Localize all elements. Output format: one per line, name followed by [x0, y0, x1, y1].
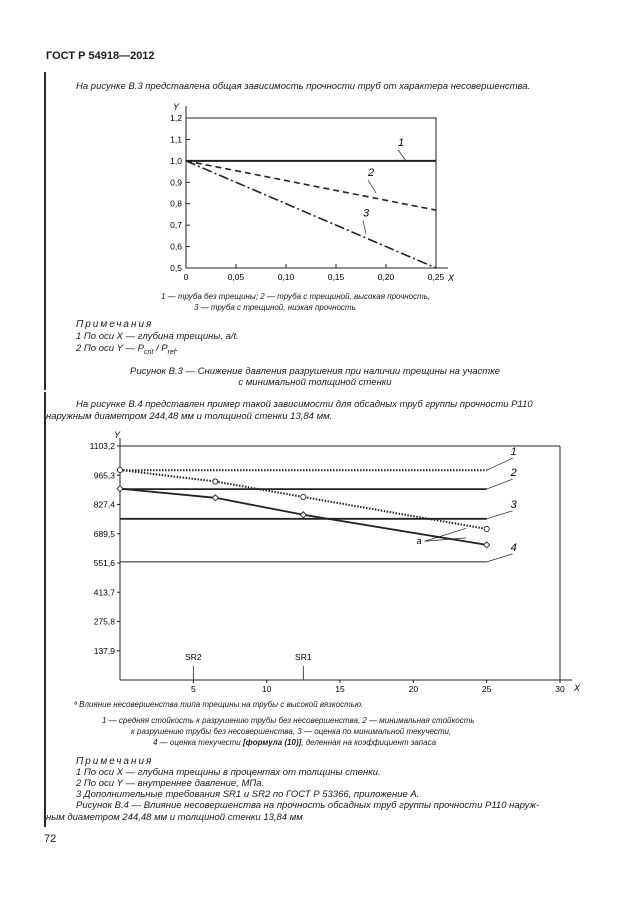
- document-header: ГОСТ Р 54918—2012: [46, 50, 155, 62]
- fig4-series-label-3: 3: [510, 498, 517, 511]
- fig4-marker-diamond: [300, 512, 306, 518]
- fig3-note2: 2 По оси Y — $P_{crit} / P_{ref}$.: [76, 343, 179, 356]
- fig4-y-tick-label: 551,6: [93, 558, 115, 568]
- fig4-marker-circle: [117, 467, 122, 472]
- fig4-note1: 1 По оси X — глубина трещины в процентах от толщины стенки.: [76, 767, 381, 778]
- fig3-x-tick-label: 0: [183, 272, 189, 282]
- fig3-series-line-2: [186, 161, 436, 210]
- fig4-caption-line1: Рисунок В.4 — Влияние несовершенства на прочность обсадных труб группы прочности Р110 наруж-: [76, 800, 540, 811]
- intro-text-fig4-line1: На рисунке В.4 представлен пример такой зависимости для обсадных труб группы прочности Р110: [76, 399, 533, 410]
- fig4-sr1-label: SR1: [295, 652, 312, 662]
- fig3-y-tick-label: 0,5: [170, 263, 182, 273]
- fig4-marker-circle: [213, 479, 218, 484]
- chart-fig3: [150, 96, 480, 292]
- fig3-notes-title: Примечания: [76, 319, 154, 330]
- fig3-series-line-3: [186, 161, 436, 268]
- fig3-series-label-3: 3: [363, 207, 370, 220]
- fig3-legend-line2: 3 — труба с трещиной, низкая прочность: [194, 303, 356, 312]
- fig4-marker-circle: [301, 494, 306, 499]
- change-bar-top: [44, 72, 46, 390]
- fig4-legend-line3: 4 — оценка текучести [формула (10)], деленная на коэффициент запаса: [153, 738, 437, 747]
- fig4-x-tick-label: 5: [190, 684, 196, 694]
- fig3-legend-line1: 1 — труба без трещины; 2 — труба с трещиной, высокая прочность,: [161, 292, 431, 301]
- fig3-caption-line1: Рисунок В.3 — Снижение давления разрушения при наличии трещины на участке: [130, 366, 500, 377]
- fig3-y-tick-label: 0,6: [170, 241, 182, 252]
- fig4-leader-2: [487, 479, 513, 489]
- fig4-footnote: ª Влияние несовершенства типа трещины на трубы с высокой вязкостью.: [74, 700, 364, 709]
- fig4-leader-1: [487, 458, 513, 470]
- page-number: 72: [44, 833, 57, 845]
- fig4-y-tick-label: 827,4: [93, 499, 115, 510]
- fig3-leader-3: [363, 221, 366, 234]
- fig3-x-tick-label: 0,05: [227, 272, 245, 282]
- fig3-leader-1: [398, 150, 406, 161]
- fig4-marker-diamond: [117, 486, 123, 492]
- fig3-series-label-1: 1: [398, 136, 405, 149]
- fig3-x-tick-label: 0,15: [327, 272, 345, 282]
- fig4-x-tick-label: 30: [555, 684, 565, 694]
- fig4-caption-line2: ным диаметром 244,48 мм и толщиной стенки 13,84 мм: [46, 812, 303, 823]
- chart-fig4: [78, 424, 581, 694]
- fig4-x-axis-label: X: [574, 683, 581, 693]
- fig4-leader-4: [487, 554, 513, 562]
- fig4-sr2-label: SR2: [185, 652, 202, 662]
- intro-text-fig4-line2: наружным диаметром 244,48 мм и толщиной стенки 13,84 мм.: [46, 411, 333, 422]
- fig4-y-tick-label: 689,5: [93, 528, 115, 539]
- fig4-marker-diamond: [484, 542, 490, 548]
- fig4-notes-title: Примечания: [76, 756, 154, 767]
- fig4-x-tick-label: 15: [335, 684, 345, 694]
- fig4-series-label-4: 4: [510, 541, 517, 554]
- fig4-series-label-2: 2: [510, 467, 517, 480]
- fig4-marker-diamond: [212, 495, 218, 501]
- fig3-x-tick-label: 0,10: [277, 272, 295, 282]
- fig3-note1: 1 По оси X — глубина трещины, a/t.: [76, 331, 239, 342]
- fig4-note2: 2 По оси Y — внутреннее давление, МПа.: [76, 778, 265, 789]
- fig3-y-tick-label: 0,9: [170, 177, 182, 188]
- fig4-x-tick-label: 25: [481, 684, 492, 694]
- fig4-legend-line1: 1 — средняя стойкость к разрушению трубы без несовершенства, 2 — минимальная стойкость: [102, 716, 475, 725]
- fig4-y-tick-label: 1103,2: [89, 441, 115, 451]
- fig3-y-tick-label: 1,2: [170, 113, 182, 123]
- fig3-x-axis-label: X: [448, 273, 455, 283]
- fig3-x-tick-label: 0,25: [427, 272, 445, 282]
- change-bar-bottom: [44, 392, 46, 827]
- fig4-y-tick-label: 413,7: [93, 587, 115, 598]
- fig3-y-tick-label: 0,8: [170, 198, 182, 209]
- fig4-y-tick-label: 137,9: [93, 645, 115, 656]
- fig4-series-label-1: 1: [510, 446, 517, 459]
- fig4-x-tick-label: 20: [408, 684, 419, 694]
- fig3-caption-line2: с минимальной толщиной стенки: [238, 377, 392, 388]
- fig3-series-label-2: 2: [368, 166, 375, 179]
- fig4-y-tick-label: 965,3: [93, 470, 115, 481]
- fig4-leader-3: [487, 511, 513, 519]
- fig3-y-tick-label: 0,7: [170, 220, 182, 231]
- fig3-y-tick-label: 1,1: [170, 134, 182, 145]
- intro-text-fig3: На рисунке В.3 представлена общая зависимость прочности труб от характера несовершенства.: [76, 81, 531, 92]
- fig3-y-tick-label: 1,0: [170, 155, 182, 166]
- fig4-note3: 3 Дополнительные требования SR1 и SR2 по ГОСТ Р 53366, приложение А.: [76, 789, 420, 800]
- fig3-leader-2: [368, 180, 376, 193]
- fig3-x-tick-label: 0,20: [377, 272, 395, 282]
- fig4-annotation-a: a: [416, 536, 422, 547]
- fig3-y-axis-label: Y: [173, 102, 180, 112]
- fig4-y-axis-label: Y: [114, 430, 121, 440]
- fig4-y-tick-label: 275,8: [93, 616, 115, 627]
- fig4-x-tick-label: 10: [261, 684, 272, 694]
- fig4-marker-circle: [484, 526, 489, 531]
- fig4-legend-line2: к разрушению трубы без несовершенства, 3 — оценка по минимальной текучести,: [131, 727, 452, 736]
